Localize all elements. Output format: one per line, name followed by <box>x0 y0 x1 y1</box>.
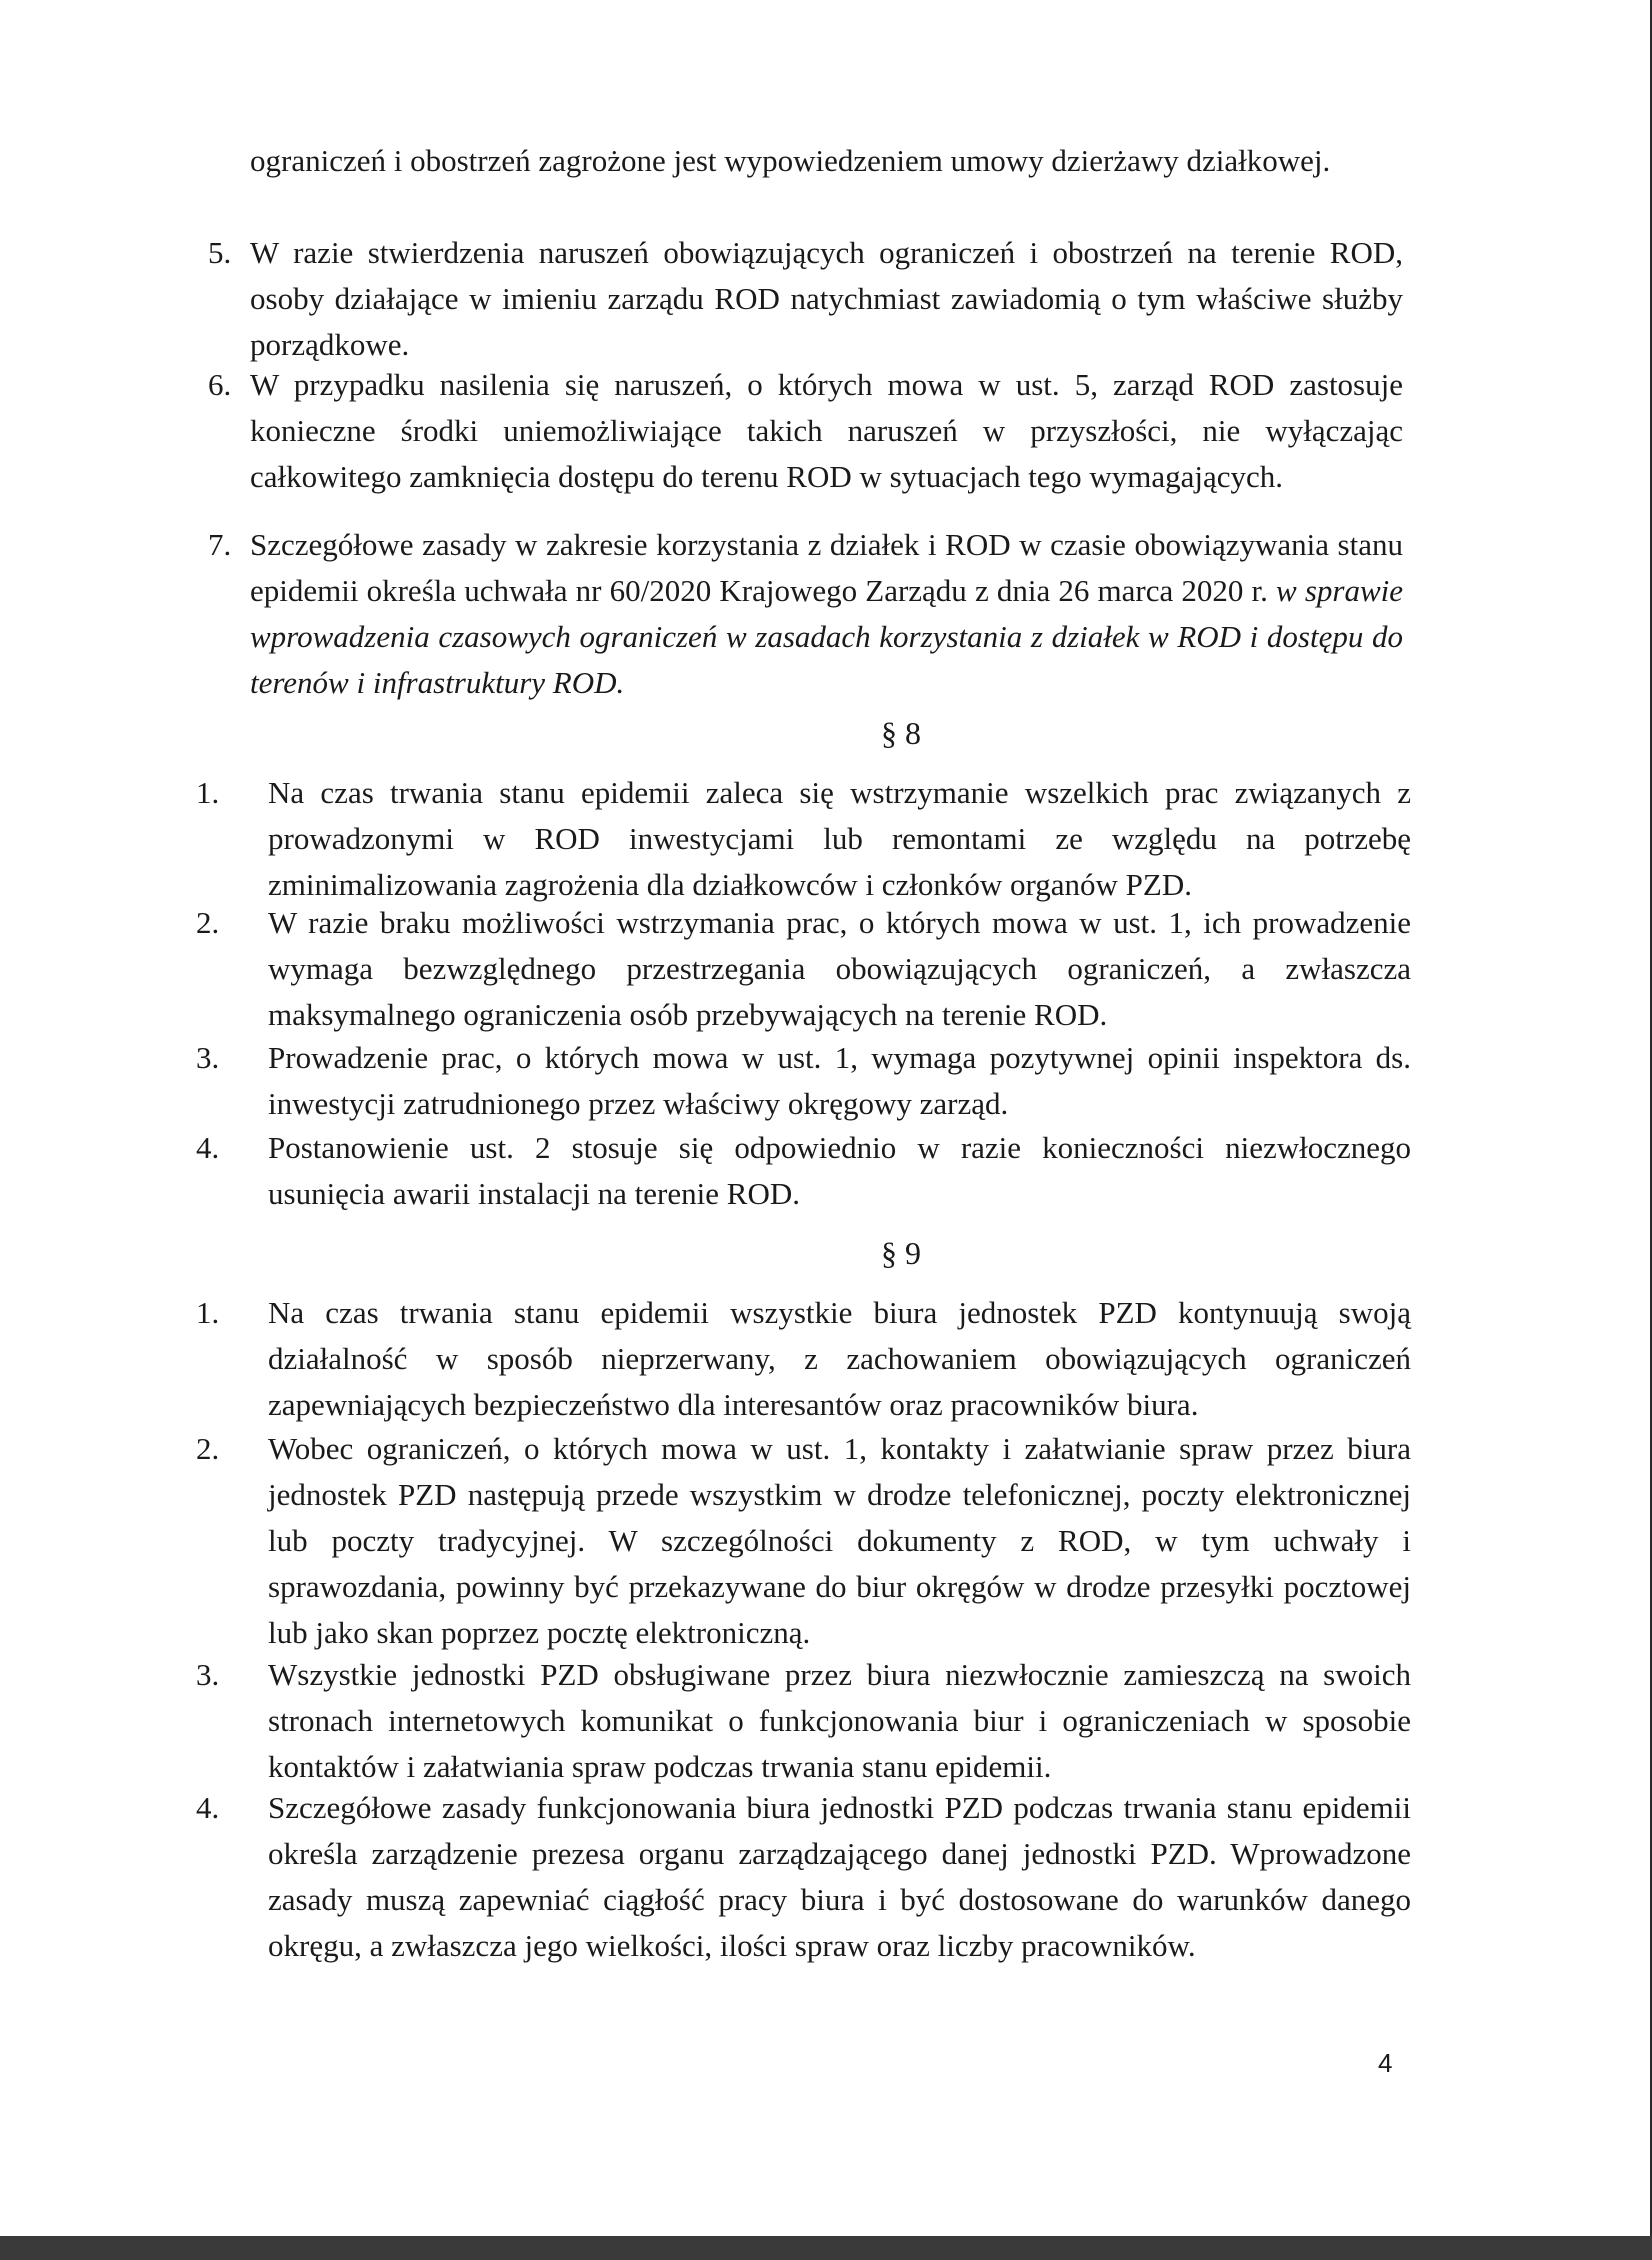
item-number-8-4: 4. <box>196 1130 220 1165</box>
paragraph-7-7-text: Szczegółowe zasady w zakresie korzystania z działek i ROD w czasie obowiązywania stanu epidemii określa uchwała nr 60/2020 Krajowego Zarządu z dnia 26 marca 2020 r. <box>250 527 1403 608</box>
paragraph-7-7 <box>250 522 1403 706</box>
paragraph-9-1: Na czas trwania stanu epidemii wszystkie biura jednostek PZD kontynuują swoją działalność w sposób nieprzerwany, z zachowaniem obowiązujących ograniczeń zapewniających bezpieczeństwo dla interesantów oraz pracowników biura. <box>268 1295 1411 1422</box>
item-number-8-3: 3. <box>196 1040 220 1075</box>
paragraph-8-2: W razie braku możliwości wstrzymania prac, o których mowa w ust. 1, ich prowadzenie wymaga bezwzględnego przestrzegania obowiązujących ograniczeń, a zwłaszcza maksymalnego ograniczenia osób przebywających na terenie ROD. <box>268 905 1411 1032</box>
item-number-9-1: 1. <box>196 1295 220 1330</box>
paragraph-7-5: W razie stwierdzenia naruszeń obowiązujących ograniczeń i obostrzeń na terenie ROD, osoby działające w imieniu zarządu ROD natychmiast zawiadomią o tym właściwe służby porządkowe. <box>250 235 1403 362</box>
item-number-9-3: 3. <box>196 1657 220 1692</box>
paragraph-7-4-continuation: ograniczeń i obostrzeń zagrożone jest wypowiedzeniem umowy dzierżawy działkowej. <box>250 143 1331 178</box>
item-number-7-5: 5. <box>208 235 232 270</box>
item-number-7-6: 6. <box>208 367 232 402</box>
item-number-9-2: 2. <box>196 1431 220 1466</box>
section-8-heading: § 8 <box>881 715 921 751</box>
paragraph-9-2: Wobec ograniczeń, o których mowa w ust. 1, kontakty i załatwianie spraw przez biura jednostek PZD następują przede wszystkim w drodze telefonicznej, poczty elektronicznej lub poczty tradycyjnej. W szczególności dokumenty z ROD, w tym uchwały i sprawozdania, powinny być przekazywane do biur okręgów w drodze przesyłki pocztowej lub jako skan poprzez pocztę elektroniczną. <box>268 1431 1411 1650</box>
paragraph-8-3: Prowadzenie prac, o których mowa w ust. 1, wymaga pozytywnej opinii inspektora ds. inwestycji zatrudnionego przez właściwy okręgowy zarząd. <box>268 1040 1411 1121</box>
item-number-8-2: 2. <box>196 905 220 940</box>
section-9-heading: § 9 <box>881 1235 921 1271</box>
item-number-9-4: 4. <box>196 1790 220 1825</box>
paragraph-8-4: Postanowienie ust. 2 stosuje się odpowiednio w razie konieczności niezwłocznego usunięcia awarii instalacji na terenie ROD. <box>268 1130 1411 1211</box>
page-number: 4 <box>1378 2048 1393 2078</box>
paragraph-7-7-italic-title: w sprawie wprowadzenia czasowych ograniczeń w zasadach korzystania z działek w ROD i dostępu do terenów i infrastruktury ROD. <box>250 573 1403 700</box>
scan-edge-bottom <box>0 2236 1652 2260</box>
paragraph-8-1: Na czas trwania stanu epidemii zaleca się wstrzymanie wszelkich prac związanych z prowadzonymi w ROD inwestycjami lub remontami ze względu na potrzebę zminimalizowania zagrożenia dla działkowców i członków organów PZD. <box>268 775 1411 902</box>
paragraph-7-6: W przypadku nasilenia się naruszeń, o których mowa w ust. 5, zarząd ROD zastosuje konieczne środki uniemożliwiające takich naruszeń w przyszłości, nie wyłączając całkowitego zamknięcia dostępu do terenu ROD w sytuacjach tego wymagających. <box>250 367 1403 494</box>
item-number-7-7: 7. <box>208 527 232 562</box>
item-number-8-1: 1. <box>196 775 220 810</box>
paragraph-9-4: Szczegółowe zasady funkcjonowania biura jednostki PZD podczas trwania stanu epidemii określa zarządzenie prezesa organu zarządzającego danej jednostki PZD. Wprowadzone zasady muszą zapewniać ciągłość pracy biura i być dostosowane do warunków danego okręgu, a zwłaszcza jego wielkości, ilości spraw oraz liczby pracowników. <box>268 1790 1411 1963</box>
paragraph-9-3: Wszystkie jednostki PZD obsługiwane przez biura niezwłocznie zamieszczą na swoich stronach internetowych komunikat o funkcjonowania biur i ograniczeniach w sposobie kontaktów i załatwiania spraw podczas trwania stanu epidemii. <box>268 1657 1411 1784</box>
